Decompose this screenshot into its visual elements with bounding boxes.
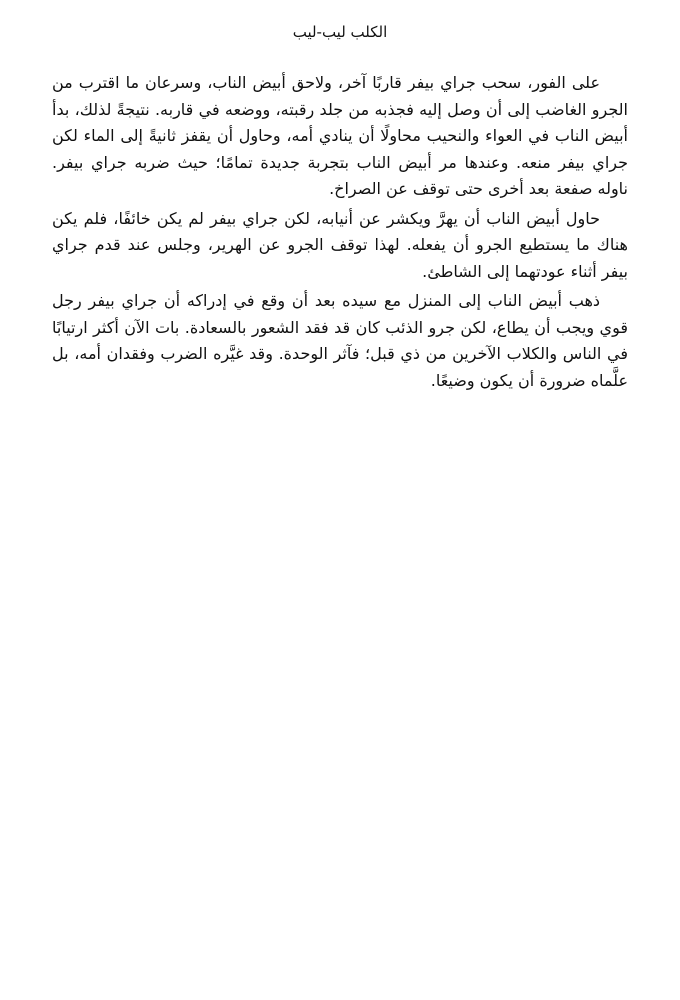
- paragraph-2: حاول أبيض الناب أن يهرَّ ويكشر عن أنيابه، لكن جراي بيفر لم يكن خائفًا، فلم يكن هناك ما يستطيع الجرو أن يفعله. لهذا توقف الجرو عن الهرير، وجلس عند قدم جراي بيفر أثناء عودتهما إلى الشاطئ.: [52, 208, 628, 281]
- document-title: الكلب ليب-ليب: [292, 23, 388, 41]
- paragraph-3: ذهب أبيض الناب إلى المنزل مع سيده بعد أن وقع في إدراكه أن جراي بيفر رجل قوي ويجب أن يطاع، لكن جرو الذئب كان قد فقد الشعور بالسعادة. بات الآن أكثر ارتيابًا في الناس والكلاب الآخرين من ذي قبل؛ فآثر الوحدة. وقد غيَّره الضرب وفقدان أمه، بل علَّماه ضرورة أن يكون وضيعًا.: [52, 291, 628, 390]
- paragraph-1: على الفور، سحب جراي بيفر قاربًا آخر، ولاحق أبيض الناب، وسرعان ما اقترب من الجرو الغاضب إلى أن وصل إليه فجذبه من جلد رقبته، ووضعه في قاربه. نتيجةً لذلك، بدأ أبيض الناب في العواء والنحيب محاولًا أن ينادي أمه، وحاول أن يقفز ثانيةً إلى الماء لكن جراي بيفر منعه. وعندها مر أبيض الناب بتجربة جديدة تمامًا؛ حيث ضربه جراي بيفر. ناوله صفعة بعد أخرى حتى توقف عن الصراخ.: [52, 73, 628, 198]
